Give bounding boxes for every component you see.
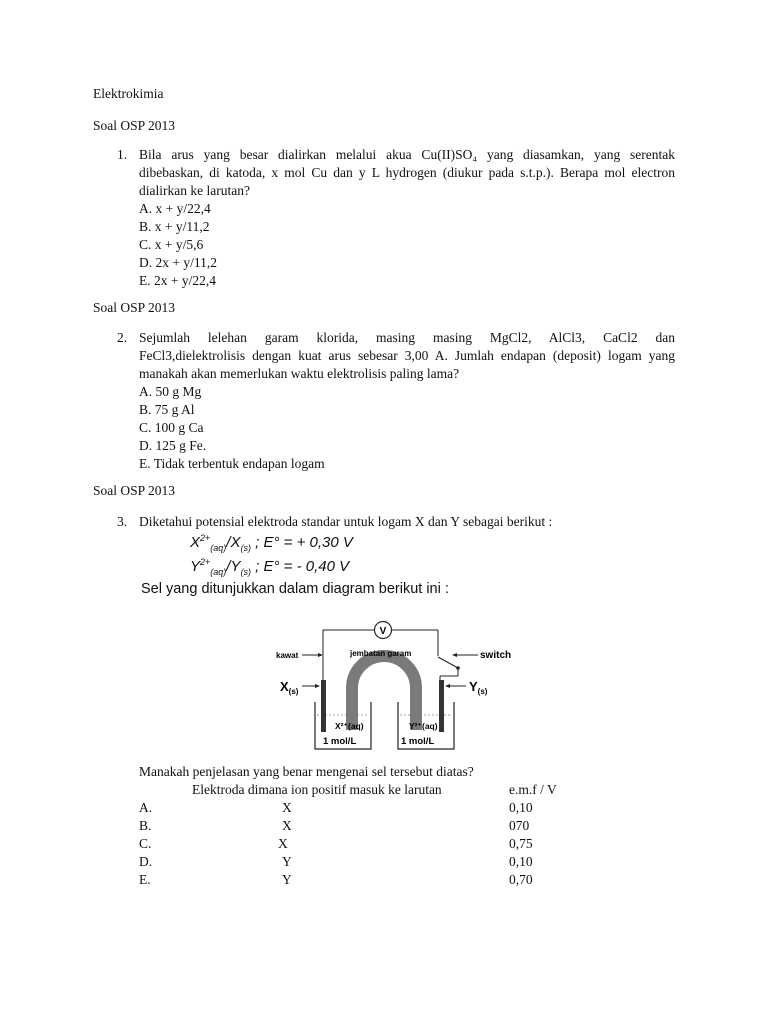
wire-arrowhead	[318, 653, 323, 657]
switch-arrowhead	[452, 653, 457, 657]
answer-row-emf: 0,75	[509, 836, 533, 851]
question-line: Bila arus yang besar dialirkan melalui akua Cu(II)SO₄ yang diasamkan, yang serentak	[139, 147, 675, 162]
question-number: 3.	[117, 514, 128, 529]
x-ion-charge: 2+	[200, 533, 211, 543]
wire-label: kawat	[276, 651, 299, 660]
question-line: dibebaskan, di katoda, x mol Cu dan y L hydrogen (diukur pada s.t.p.). Berapa mol electron	[139, 165, 675, 180]
answer-row-label: D.	[139, 854, 153, 869]
left-solution-label: X²⁺(aq)	[335, 721, 364, 731]
question-number: 2.	[117, 330, 128, 345]
y-metal-symbol: Y	[230, 558, 241, 575]
electrode-y-state: (s)	[477, 687, 488, 696]
question-line: dialirkan ke larutan?	[139, 183, 250, 198]
section-heading: Soal OSP 2013	[93, 483, 176, 498]
potential-y: $Y^{2+}_{(aq)}/Y_{(s)}$ ; E° = - 0,40 V	[190, 557, 350, 577]
option: E. 2x + y/22,4	[139, 273, 216, 288]
electrode-x-label	[280, 679, 299, 696]
salt-bridge-label: jembatan garam	[350, 649, 412, 658]
answer-row-electrode: X	[282, 818, 292, 833]
question-2-text	[139, 329, 675, 383]
option: C. x + y/5,6	[139, 237, 204, 252]
section-heading: Soal OSP 2013	[93, 118, 176, 133]
answer-row-label: E.	[139, 872, 151, 887]
question-1-text	[139, 146, 675, 200]
voltmeter-label: V	[379, 626, 387, 637]
electrode-x-arrowhead	[315, 684, 320, 688]
document-title: Elektrokimia	[93, 86, 164, 101]
answer-row-electrode: Y	[282, 872, 292, 887]
option-list	[139, 200, 217, 290]
switch-lever	[438, 657, 458, 668]
x-potential-value: ; E° = + 0,30 V	[255, 534, 353, 551]
y-ion-charge: 2+	[200, 557, 211, 567]
answer-row-electrode: X	[282, 800, 292, 815]
x-ion-symbol: X	[190, 534, 201, 551]
electrode-y-symbol: Y	[469, 679, 478, 694]
question-line: Sejumlah lelehan garam klorida, masing masing MgCl2, AlCl3, CaCl2 dan	[139, 330, 675, 345]
right-concentration-label: 1 mol/L	[401, 736, 435, 747]
table-header-emf: e.m.f / V	[509, 782, 557, 797]
electrode-x-state: (s)	[288, 687, 299, 696]
answer-row-emf: 0,10	[509, 854, 533, 869]
x-metal-state: (s)	[240, 543, 251, 553]
option-list	[139, 383, 325, 473]
diagram-caption: Sel yang ditunjukkan dalam diagram berikut ini :	[141, 581, 449, 597]
question-3-prompt: Manakah penjelasan yang benar mengenai sel tersebut diatas?	[139, 764, 474, 779]
electrode-y-label	[469, 679, 488, 696]
y-ion-state: (aq)	[210, 567, 227, 577]
salt-bridge	[352, 656, 416, 730]
y-ion-symbol: Y	[190, 558, 201, 575]
right-solution-label: Y²⁺(aq)	[409, 721, 438, 731]
question-line: Diketahui potensial elektroda standar untuk logam X dan Y sebagai berikut :	[139, 514, 553, 529]
answer-row-emf: 070	[509, 818, 530, 833]
x-ion-state: (aq)	[210, 543, 227, 553]
option: B. 75 g Al	[139, 402, 195, 417]
question-line: manakah akan memerlukan waktu elektrolisis paling lama?	[139, 366, 460, 381]
option: D. 2x + y/11,2	[139, 255, 217, 270]
section-heading: Soal OSP 2013	[93, 300, 176, 315]
answer-row-label: B.	[139, 818, 152, 833]
electrode-y-arrowhead	[445, 684, 450, 688]
potential-x: $X^{2+}_{(aq)}/X_{(s)}$ ; E° = + 0,30 V	[190, 533, 353, 553]
electrode-x	[321, 680, 326, 732]
question-number: 1.	[117, 147, 128, 162]
option: B. x + y/11,2	[139, 219, 210, 234]
option: D. 125 g Fe.	[139, 438, 207, 453]
option: C. 100 g Ca	[139, 420, 204, 435]
answer-row-label: C.	[139, 836, 152, 851]
answer-row-electrode: Y	[282, 854, 292, 869]
answer-row-electrode: X	[278, 836, 288, 851]
table-header-electrode: Elektroda dimana ion positif masuk ke larutan	[192, 782, 442, 797]
answer-row-label: A.	[139, 800, 153, 815]
question-line: FeCl3,dielektrolisis dengan kuat arus sebesar 3,00 A. Jumlah endapan (deposit) logam yang	[139, 348, 675, 363]
electrochemical-cell-diagram	[262, 616, 524, 758]
electrode-x-symbol: X	[280, 679, 289, 694]
answer-row-emf: 0,10	[509, 800, 533, 815]
electrode-y	[439, 680, 444, 732]
y-metal-state: (s)	[240, 567, 251, 577]
answer-row-emf: 0,70	[509, 872, 533, 887]
option: E. Tidak terbentuk endapan logam	[139, 456, 325, 471]
option: A. 50 g Mg	[139, 384, 202, 399]
x-metal-symbol: X	[230, 534, 241, 551]
y-potential-value: ; E° = - 0,40 V	[255, 558, 350, 575]
switch-label: switch	[480, 650, 512, 661]
left-concentration-label: 1 mol/L	[323, 736, 357, 747]
option: A. x + y/22,4	[139, 201, 211, 216]
